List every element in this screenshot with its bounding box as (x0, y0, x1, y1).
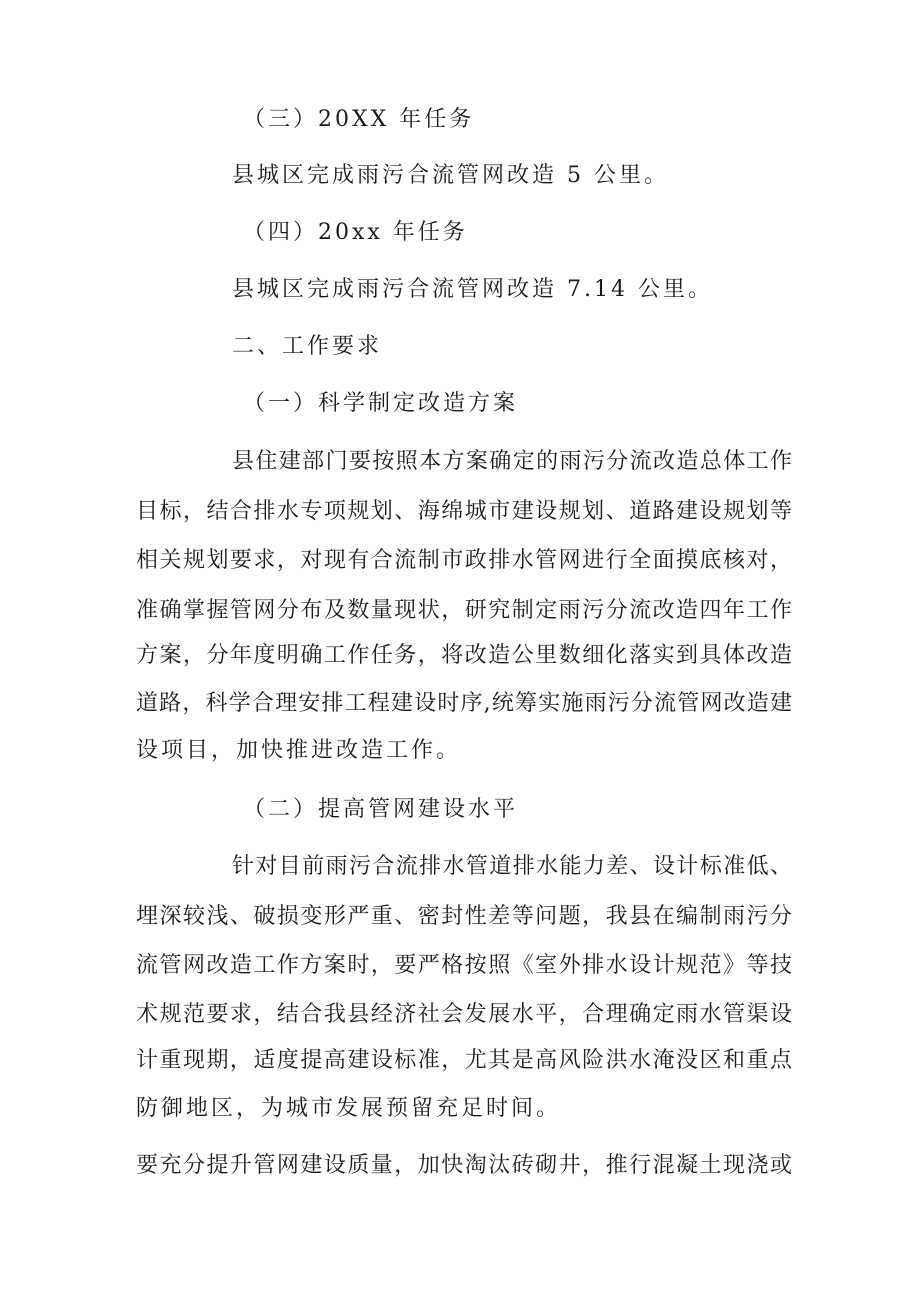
paragraph-line: 流管网改造工作方案时，要严格按照《室外排水设计规范》等技 (136, 953, 792, 978)
paragraph-line: 计重现期，适度提高建设标准，尤其是高风险洪水淹没区和重点 (136, 1048, 792, 1073)
paragraph-line: 道路，科学合理安排工程建设时序,统筹实施雨污分流管网改造建 (136, 691, 792, 716)
paragraph-line: 防御地区，为城市发展预留充足时间。 (136, 1096, 562, 1121)
paragraph-line: 相关规划要求，对现有合流制市政排水管网进行全面摸底核对， (136, 548, 792, 573)
section-heading: （三）20XX 年任务 (243, 107, 475, 132)
paragraph-line: 要充分提升管网建设质量，加快淘汰砖砌井，推行混凝土现浇或 (136, 1153, 792, 1178)
section-heading: （四）20xx 年任务 (243, 220, 468, 245)
paragraph-line: 方案，分年度明确工作任务，将改造公里数细化落实到具体改造 (136, 643, 792, 668)
paragraph-line: 县住建部门要按照本方案确定的雨污分流改造总体工作 (232, 449, 792, 474)
paragraph-line: 准确掌握管网分布及数量现状，研究制定雨污分流改造四年工作 (136, 598, 792, 623)
paragraph-line: 县城区完成雨污合流管网改造 7.14 公里。 (232, 277, 713, 302)
paragraph-line: 县城区完成雨污合流管网改造 5 公里。 (232, 163, 669, 188)
section-heading: （一）科学制定改造方案 (243, 391, 519, 416)
paragraph-line: 埋深较浅、破损变形严重、密封性差等问题，我县在编制雨污分 (136, 904, 792, 929)
paragraph-line: 术规范要求，结合我县经济社会发展水平，合理确定雨水管渠设 (136, 1002, 792, 1027)
section-heading: （二）提高管网建设水平 (243, 797, 519, 822)
paragraph-line: 针对目前雨污合流排水管道排水能力差、设计标准低、 (232, 854, 792, 879)
paragraph-line: 设项目，加快推进改造工作。 (136, 738, 462, 763)
chapter-heading: 二、工作要求 (232, 334, 383, 359)
paragraph-line: 目标，结合排水专项规划、海绵城市建设规划、道路建设规划等 (136, 499, 792, 524)
